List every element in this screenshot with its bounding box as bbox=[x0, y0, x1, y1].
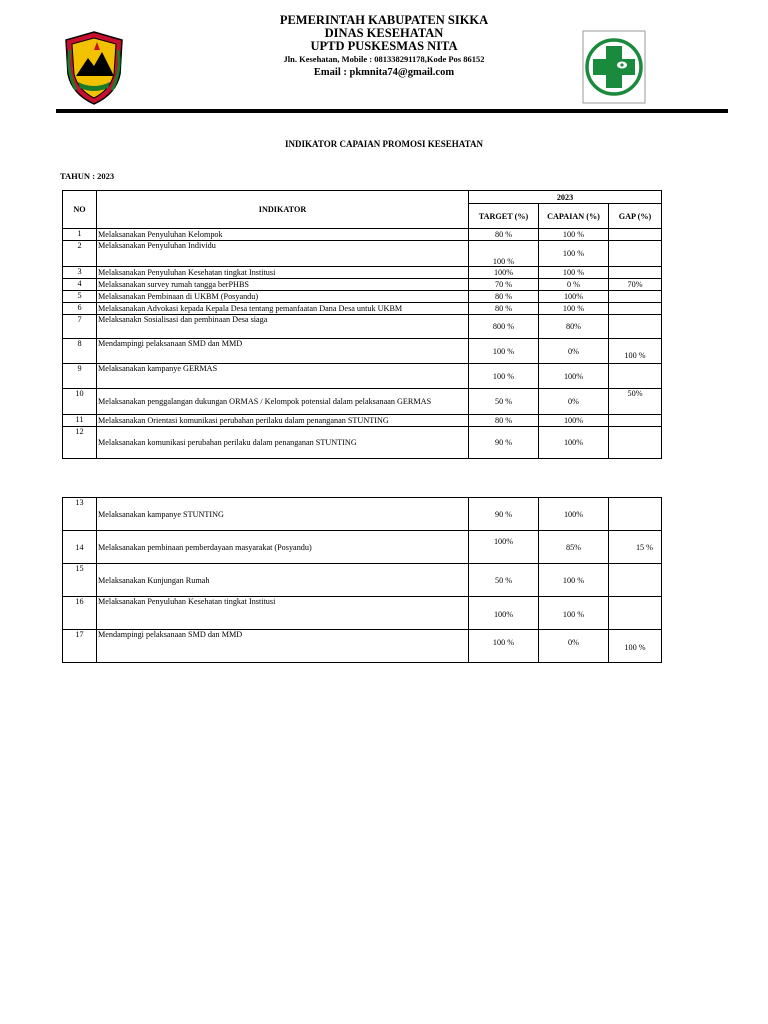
row-gap bbox=[609, 364, 662, 389]
row-target: 100 % bbox=[469, 339, 539, 364]
row-capaian: 100 % bbox=[539, 303, 609, 315]
sikka-regency-crest-icon bbox=[62, 30, 126, 106]
document-title: INDIKATOR CAPAIAN PROMOSI KESEHATAN bbox=[285, 139, 483, 149]
row-no: 6 bbox=[63, 303, 97, 315]
row-capaian: 100 % bbox=[539, 241, 609, 267]
table-row bbox=[63, 339, 662, 364]
letterhead bbox=[0, 0, 768, 120]
address-line: Jln. Kesehatan, Mobile : 081338291178,Kode Pos 86152 bbox=[283, 54, 485, 64]
email-line: Email : pkmnita74@gmail.com bbox=[313, 67, 455, 78]
row-indikator: Melaksanakan Pembinaan di UKBM (Posyandu) bbox=[97, 291, 469, 303]
row-no: 2 bbox=[63, 241, 97, 267]
row-no: 12 bbox=[63, 427, 97, 459]
row-target: 90 % bbox=[469, 427, 539, 459]
row-target: 100 % bbox=[469, 364, 539, 389]
row-indikator: Melaksanakan Penyuluhan Kelompok bbox=[97, 229, 469, 241]
row-gap: 50% bbox=[609, 389, 662, 415]
row-indikator: Melaksanakan Penyuluhan Kesehatan tingkat Institusi bbox=[97, 597, 469, 630]
row-no: 13 bbox=[63, 498, 97, 531]
header-gap: GAP (%) bbox=[609, 204, 662, 229]
row-target: 50 % bbox=[469, 389, 539, 415]
row-target: 50 % bbox=[469, 564, 539, 597]
row-indikator: Melaksanakan penggalangan dukungan ORMAS / Kelompok potensial dalam pelaksanaan GERMAS bbox=[97, 389, 469, 415]
header-capaian: CAPAIAN (%) bbox=[539, 204, 609, 229]
row-target: 80 % bbox=[469, 291, 539, 303]
row-indikator: Mendampingi pelaksanaan SMD dan MMD bbox=[97, 339, 469, 364]
row-gap bbox=[609, 415, 662, 427]
row-gap bbox=[609, 498, 662, 531]
row-indikator: Mendampingi pelaksanaan SMD dan MMD bbox=[97, 630, 469, 663]
row-indikator: Melaksanakan survey rumah tangga berPHBS bbox=[97, 279, 469, 291]
year-label: TAHUN : 2023 bbox=[60, 171, 115, 181]
row-no: 10 bbox=[63, 389, 97, 415]
indicator-table bbox=[62, 190, 662, 459]
row-capaian: 100% bbox=[539, 498, 609, 531]
department-name: DINAS KESEHATAN bbox=[324, 26, 444, 40]
row-target: 100% bbox=[469, 531, 539, 564]
row-target: 100 % bbox=[469, 630, 539, 663]
row-indikator: Melaksanakan Orientasi komunikasi perubahan perilaku dalam penanganan STUNTING bbox=[97, 415, 469, 427]
indicator-table-continued bbox=[62, 497, 662, 663]
row-gap bbox=[609, 564, 662, 597]
row-indikator: Melaksanakan komunikasi perubahan perilaku dalam penanganan STUNTING bbox=[97, 427, 469, 459]
row-target: 80 % bbox=[469, 415, 539, 427]
table-row bbox=[63, 597, 662, 630]
row-capaian: 100% bbox=[539, 415, 609, 427]
row-capaian: 0% bbox=[539, 339, 609, 364]
row-indikator: Melaksanakan Penyuluhan Kesehatan tingkat Institusi bbox=[97, 267, 469, 279]
row-indikator: Melaksanakan kampanye STUNTING bbox=[97, 498, 469, 531]
table-row bbox=[63, 498, 662, 531]
table-row bbox=[63, 291, 662, 303]
table-row bbox=[63, 364, 662, 389]
table-row bbox=[63, 267, 662, 279]
row-capaian: 80% bbox=[539, 315, 609, 339]
row-gap bbox=[609, 315, 662, 339]
row-no: 3 bbox=[63, 267, 97, 279]
row-target: 80 % bbox=[469, 229, 539, 241]
row-no: 14 bbox=[63, 531, 97, 564]
row-target: 80 % bbox=[469, 303, 539, 315]
row-capaian: 100 % bbox=[539, 229, 609, 241]
row-no: 16 bbox=[63, 597, 97, 630]
row-capaian: 100% bbox=[539, 364, 609, 389]
row-target: 800 % bbox=[469, 315, 539, 339]
row-no: 17 bbox=[63, 630, 97, 663]
header-year: 2023 bbox=[469, 191, 662, 204]
row-gap bbox=[609, 597, 662, 630]
row-gap: 100 % bbox=[609, 630, 662, 663]
row-indikator: Melaksanakan kampanye GERMAS bbox=[97, 364, 469, 389]
row-no: 5 bbox=[63, 291, 97, 303]
row-indikator: Melaksanakan Advokasi kepada Kepala Desa tentang pemanfaatan Dana Desa untuk UKBM bbox=[97, 303, 469, 315]
table-row bbox=[63, 564, 662, 597]
table-row bbox=[63, 315, 662, 339]
row-capaian: 0 % bbox=[539, 279, 609, 291]
row-gap bbox=[609, 241, 662, 267]
row-no: 4 bbox=[63, 279, 97, 291]
header-no: NO bbox=[63, 191, 97, 229]
row-gap bbox=[609, 229, 662, 241]
row-capaian: 100% bbox=[539, 427, 609, 459]
row-indikator: Melaksanakan Kunjungan Rumah bbox=[97, 564, 469, 597]
puskesmas-cross-icon bbox=[582, 30, 646, 104]
row-capaian: 85% bbox=[539, 531, 609, 564]
header-target: TARGET (%) bbox=[469, 204, 539, 229]
row-target: 70 % bbox=[469, 279, 539, 291]
table-row bbox=[63, 241, 662, 267]
row-no: 8 bbox=[63, 339, 97, 364]
row-capaian: 100 % bbox=[539, 564, 609, 597]
row-capaian: 0% bbox=[539, 389, 609, 415]
row-target: 100% bbox=[469, 597, 539, 630]
row-gap bbox=[609, 267, 662, 279]
table-row bbox=[63, 415, 662, 427]
table-row bbox=[63, 630, 662, 663]
unit-name: UPTD PUSKESMAS NITA bbox=[310, 39, 458, 53]
row-capaian: 100% bbox=[539, 291, 609, 303]
row-target: 100% bbox=[469, 267, 539, 279]
row-no: 9 bbox=[63, 364, 97, 389]
table-row bbox=[63, 389, 662, 415]
table-row bbox=[63, 427, 662, 459]
row-capaian: 100 % bbox=[539, 267, 609, 279]
row-no: 15 bbox=[63, 564, 97, 597]
row-gap: 70% bbox=[609, 279, 662, 291]
table-row bbox=[63, 531, 662, 564]
header-divider bbox=[56, 109, 728, 113]
row-capaian: 100 % bbox=[539, 597, 609, 630]
row-indikator: Melaksanakan pembinaan pemberdayaan masyarakat (Posyandu) bbox=[97, 531, 469, 564]
row-gap: 100 % bbox=[609, 339, 662, 364]
row-target: 100 % bbox=[469, 241, 539, 267]
row-no: 11 bbox=[63, 415, 97, 427]
row-gap bbox=[609, 303, 662, 315]
row-target: 90 % bbox=[469, 498, 539, 531]
row-indikator: Melaksanakn Sosialisasi dan pembinaan Desa siaga bbox=[97, 315, 469, 339]
row-no: 7 bbox=[63, 315, 97, 339]
table-row bbox=[63, 279, 662, 291]
letterhead-text bbox=[200, 14, 568, 79]
table-row bbox=[63, 303, 662, 315]
row-gap bbox=[609, 427, 662, 459]
row-capaian: 0% bbox=[539, 630, 609, 663]
row-indikator: Melaksanakan Penyuluhan Individu bbox=[97, 241, 469, 267]
government-name: PEMERINTAH KABUPATEN SIKKA bbox=[279, 13, 489, 27]
row-gap: 15 % bbox=[609, 531, 662, 564]
row-no: 1 bbox=[63, 229, 97, 241]
row-gap bbox=[609, 291, 662, 303]
table-row bbox=[63, 229, 662, 241]
header-indikator: INDIKATOR bbox=[97, 191, 469, 229]
